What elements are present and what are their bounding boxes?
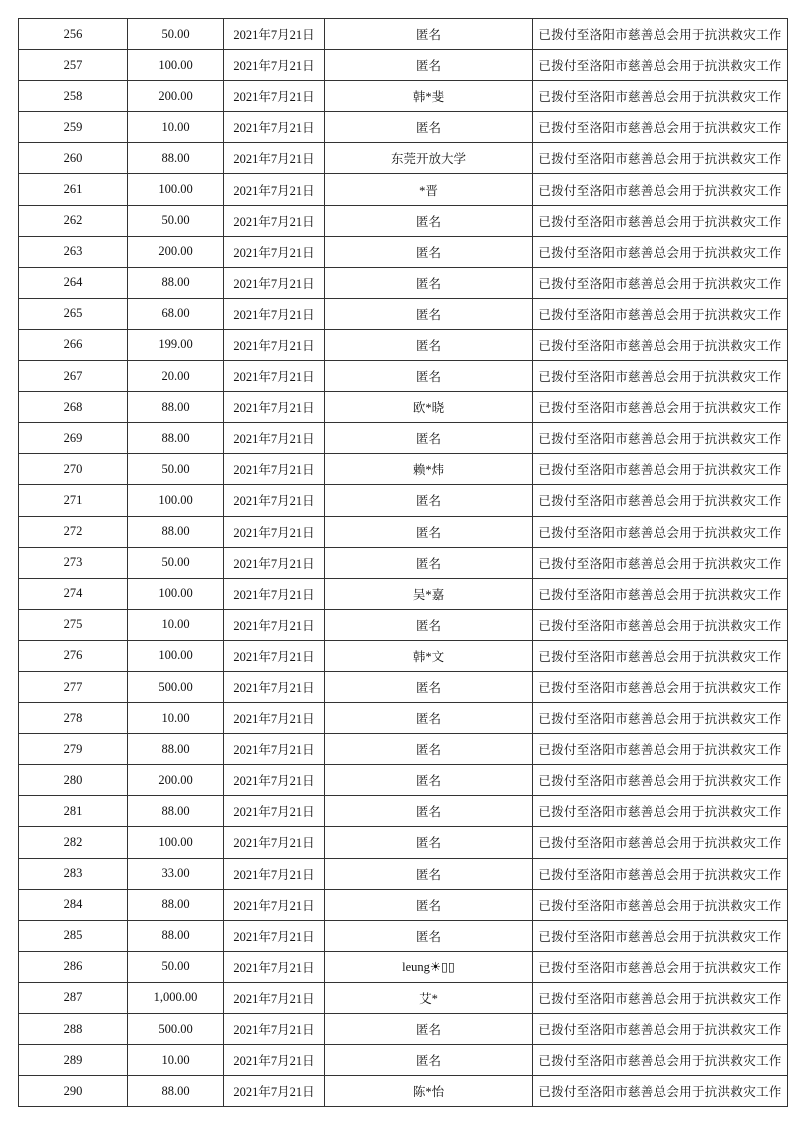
- donation-amount: 88.00: [128, 734, 224, 765]
- donation-date: 2021年7月21日: [224, 516, 325, 547]
- row-number: 288: [19, 1014, 128, 1045]
- donation-amount: 33.00: [128, 858, 224, 889]
- table-row: [19, 50, 788, 81]
- row-number: 259: [19, 112, 128, 143]
- donation-amount: 100.00: [128, 578, 224, 609]
- donor-name: 匿名: [325, 889, 533, 920]
- table-row: [19, 143, 788, 174]
- table-row: [19, 236, 788, 267]
- donation-amount: 50.00: [128, 951, 224, 982]
- row-number: 276: [19, 640, 128, 671]
- donation-date: 2021年7月21日: [224, 112, 325, 143]
- donation-amount: 199.00: [128, 329, 224, 360]
- donation-date: 2021年7月21日: [224, 547, 325, 578]
- row-number: 267: [19, 361, 128, 392]
- table-row: [19, 889, 788, 920]
- donation-date: 2021年7月21日: [224, 765, 325, 796]
- donation-amount: 50.00: [128, 19, 224, 50]
- donation-date: 2021年7月21日: [224, 951, 325, 982]
- donation-amount: 10.00: [128, 609, 224, 640]
- donation-amount: 20.00: [128, 361, 224, 392]
- donation-amount: 100.00: [128, 827, 224, 858]
- donation-amount: 200.00: [128, 765, 224, 796]
- row-number: 270: [19, 454, 128, 485]
- fund-usage: 已拨付至洛阳市慈善总会用于抗洪救灾工作: [533, 796, 788, 827]
- fund-usage: 已拨付至洛阳市慈善总会用于抗洪救灾工作: [533, 236, 788, 267]
- donation-amount: 1,000.00: [128, 982, 224, 1013]
- donation-table: [18, 18, 788, 1107]
- donation-date: 2021年7月21日: [224, 858, 325, 889]
- donation-date: 2021年7月21日: [224, 1014, 325, 1045]
- donor-name: 匿名: [325, 827, 533, 858]
- donor-name: 匿名: [325, 765, 533, 796]
- donation-date: 2021年7月21日: [224, 578, 325, 609]
- donation-amount: 100.00: [128, 640, 224, 671]
- fund-usage: 已拨付至洛阳市慈善总会用于抗洪救灾工作: [533, 578, 788, 609]
- fund-usage: 已拨付至洛阳市慈善总会用于抗洪救灾工作: [533, 298, 788, 329]
- table-row: [19, 298, 788, 329]
- donation-date: 2021年7月21日: [224, 1076, 325, 1107]
- row-number: 265: [19, 298, 128, 329]
- table-row: [19, 1014, 788, 1045]
- row-number: 260: [19, 143, 128, 174]
- donor-name: 匿名: [325, 858, 533, 889]
- table-row: [19, 547, 788, 578]
- donor-name: 欧*晓: [325, 392, 533, 423]
- donor-name: 匿名: [325, 547, 533, 578]
- fund-usage: 已拨付至洛阳市慈善总会用于抗洪救灾工作: [533, 1076, 788, 1107]
- donation-amount: 200.00: [128, 236, 224, 267]
- fund-usage: 已拨付至洛阳市慈善总会用于抗洪救灾工作: [533, 1045, 788, 1076]
- donor-name: 匿名: [325, 423, 533, 454]
- donor-name: 东莞开放大学: [325, 143, 533, 174]
- donation-date: 2021年7月21日: [224, 267, 325, 298]
- donor-name: 韩*文: [325, 640, 533, 671]
- table-row: [19, 454, 788, 485]
- donation-amount: 88.00: [128, 889, 224, 920]
- donation-amount: 88.00: [128, 516, 224, 547]
- row-number: 280: [19, 765, 128, 796]
- fund-usage: 已拨付至洛阳市慈善总会用于抗洪救灾工作: [533, 112, 788, 143]
- row-number: 263: [19, 236, 128, 267]
- fund-usage: 已拨付至洛阳市慈善总会用于抗洪救灾工作: [533, 889, 788, 920]
- fund-usage: 已拨付至洛阳市慈善总会用于抗洪救灾工作: [533, 827, 788, 858]
- donor-name: 匿名: [325, 361, 533, 392]
- donation-date: 2021年7月21日: [224, 485, 325, 516]
- table-row: [19, 920, 788, 951]
- fund-usage: 已拨付至洛阳市慈善总会用于抗洪救灾工作: [533, 920, 788, 951]
- donation-amount: 200.00: [128, 81, 224, 112]
- fund-usage: 已拨付至洛阳市慈善总会用于抗洪救灾工作: [533, 671, 788, 702]
- table-row: [19, 19, 788, 50]
- table-row: [19, 81, 788, 112]
- donor-name: 匿名: [325, 703, 533, 734]
- table-row: [19, 734, 788, 765]
- fund-usage: 已拨付至洛阳市慈善总会用于抗洪救灾工作: [533, 50, 788, 81]
- donation-date: 2021年7月21日: [224, 889, 325, 920]
- donation-amount: 10.00: [128, 703, 224, 734]
- donor-name: 匿名: [325, 1045, 533, 1076]
- table-row: [19, 361, 788, 392]
- table-row: [19, 765, 788, 796]
- table-row: [19, 703, 788, 734]
- donation-date: 2021年7月21日: [224, 609, 325, 640]
- donor-name: 赖*炜: [325, 454, 533, 485]
- table-row: [19, 1076, 788, 1107]
- donation-date: 2021年7月21日: [224, 361, 325, 392]
- donor-name: 匿名: [325, 267, 533, 298]
- row-number: 284: [19, 889, 128, 920]
- donation-amount: 50.00: [128, 205, 224, 236]
- fund-usage: 已拨付至洛阳市慈善总会用于抗洪救灾工作: [533, 951, 788, 982]
- row-number: 275: [19, 609, 128, 640]
- fund-usage: 已拨付至洛阳市慈善总会用于抗洪救灾工作: [533, 19, 788, 50]
- donor-name: 吴*嘉: [325, 578, 533, 609]
- fund-usage: 已拨付至洛阳市慈善总会用于抗洪救灾工作: [533, 81, 788, 112]
- donation-amount: 88.00: [128, 1076, 224, 1107]
- donation-date: 2021年7月21日: [224, 827, 325, 858]
- donation-date: 2021年7月21日: [224, 236, 325, 267]
- donation-amount: 100.00: [128, 174, 224, 205]
- donation-amount: 10.00: [128, 112, 224, 143]
- fund-usage: 已拨付至洛阳市慈善总会用于抗洪救灾工作: [533, 982, 788, 1013]
- row-number: 290: [19, 1076, 128, 1107]
- fund-usage: 已拨付至洛阳市慈善总会用于抗洪救灾工作: [533, 640, 788, 671]
- fund-usage: 已拨付至洛阳市慈善总会用于抗洪救灾工作: [533, 858, 788, 889]
- row-number: 268: [19, 392, 128, 423]
- donor-name: 匿名: [325, 485, 533, 516]
- donor-name: 匿名: [325, 609, 533, 640]
- donor-name: 匿名: [325, 329, 533, 360]
- row-number: 271: [19, 485, 128, 516]
- donation-amount: 100.00: [128, 50, 224, 81]
- donation-amount: 88.00: [128, 796, 224, 827]
- donation-amount: 500.00: [128, 1014, 224, 1045]
- table-row: [19, 516, 788, 547]
- table-row: [19, 205, 788, 236]
- donor-name: 匿名: [325, 298, 533, 329]
- donor-name: 匿名: [325, 236, 533, 267]
- donation-amount: 10.00: [128, 1045, 224, 1076]
- donation-date: 2021年7月21日: [224, 329, 325, 360]
- donation-date: 2021年7月21日: [224, 1045, 325, 1076]
- fund-usage: 已拨付至洛阳市慈善总会用于抗洪救灾工作: [533, 174, 788, 205]
- donation-amount: 88.00: [128, 143, 224, 174]
- fund-usage: 已拨付至洛阳市慈善总会用于抗洪救灾工作: [533, 547, 788, 578]
- donation-date: 2021年7月21日: [224, 174, 325, 205]
- row-number: 269: [19, 423, 128, 454]
- row-number: 289: [19, 1045, 128, 1076]
- donation-date: 2021年7月21日: [224, 640, 325, 671]
- donation-amount: 88.00: [128, 920, 224, 951]
- donor-name: 匿名: [325, 112, 533, 143]
- fund-usage: 已拨付至洛阳市慈善总会用于抗洪救灾工作: [533, 143, 788, 174]
- table-row: [19, 827, 788, 858]
- table-row: [19, 951, 788, 982]
- row-number: 282: [19, 827, 128, 858]
- row-number: 262: [19, 205, 128, 236]
- donation-date: 2021年7月21日: [224, 50, 325, 81]
- donor-name: 艾*: [325, 982, 533, 1013]
- donation-date: 2021年7月21日: [224, 19, 325, 50]
- fund-usage: 已拨付至洛阳市慈善总会用于抗洪救灾工作: [533, 609, 788, 640]
- donor-name: 匿名: [325, 19, 533, 50]
- donor-name: *晋: [325, 174, 533, 205]
- donation-date: 2021年7月21日: [224, 81, 325, 112]
- fund-usage: 已拨付至洛阳市慈善总会用于抗洪救灾工作: [533, 765, 788, 796]
- row-number: 283: [19, 858, 128, 889]
- row-number: 281: [19, 796, 128, 827]
- table-row: [19, 640, 788, 671]
- row-number: 277: [19, 671, 128, 702]
- donor-name: leung☀▯▯: [325, 951, 533, 982]
- donation-amount: 88.00: [128, 267, 224, 298]
- donor-name: 匿名: [325, 205, 533, 236]
- donation-amount: 100.00: [128, 485, 224, 516]
- fund-usage: 已拨付至洛阳市慈善总会用于抗洪救灾工作: [533, 516, 788, 547]
- donation-date: 2021年7月21日: [224, 143, 325, 174]
- donation-amount: 68.00: [128, 298, 224, 329]
- donation-table-body: [19, 19, 788, 1107]
- table-row: [19, 609, 788, 640]
- row-number: 264: [19, 267, 128, 298]
- donation-date: 2021年7月21日: [224, 920, 325, 951]
- table-row: [19, 1045, 788, 1076]
- table-row: [19, 112, 788, 143]
- table-row: [19, 671, 788, 702]
- fund-usage: 已拨付至洛阳市慈善总会用于抗洪救灾工作: [533, 329, 788, 360]
- donation-amount: 88.00: [128, 423, 224, 454]
- fund-usage: 已拨付至洛阳市慈善总会用于抗洪救灾工作: [533, 703, 788, 734]
- table-row: [19, 982, 788, 1013]
- table-row: [19, 423, 788, 454]
- row-number: 258: [19, 81, 128, 112]
- donation-date: 2021年7月21日: [224, 703, 325, 734]
- fund-usage: 已拨付至洛阳市慈善总会用于抗洪救灾工作: [533, 361, 788, 392]
- donor-name: 匿名: [325, 50, 533, 81]
- row-number: 287: [19, 982, 128, 1013]
- table-row: [19, 578, 788, 609]
- table-row: [19, 267, 788, 298]
- table-row: [19, 485, 788, 516]
- donation-date: 2021年7月21日: [224, 205, 325, 236]
- donation-amount: 50.00: [128, 547, 224, 578]
- fund-usage: 已拨付至洛阳市慈善总会用于抗洪救灾工作: [533, 423, 788, 454]
- donation-amount: 88.00: [128, 392, 224, 423]
- donor-name: 韩*斐: [325, 81, 533, 112]
- fund-usage: 已拨付至洛阳市慈善总会用于抗洪救灾工作: [533, 1014, 788, 1045]
- table-row: [19, 858, 788, 889]
- donor-name: 匿名: [325, 796, 533, 827]
- donation-date: 2021年7月21日: [224, 734, 325, 765]
- donation-date: 2021年7月21日: [224, 796, 325, 827]
- table-row: [19, 329, 788, 360]
- donation-date: 2021年7月21日: [224, 671, 325, 702]
- fund-usage: 已拨付至洛阳市慈善总会用于抗洪救灾工作: [533, 205, 788, 236]
- row-number: 273: [19, 547, 128, 578]
- row-number: 272: [19, 516, 128, 547]
- row-number: 278: [19, 703, 128, 734]
- donor-name: 匿名: [325, 1014, 533, 1045]
- donation-amount: 50.00: [128, 454, 224, 485]
- row-number: 279: [19, 734, 128, 765]
- row-number: 257: [19, 50, 128, 81]
- donation-date: 2021年7月21日: [224, 454, 325, 485]
- donation-date: 2021年7月21日: [224, 423, 325, 454]
- donor-name: 匿名: [325, 920, 533, 951]
- donor-name: 陈*怡: [325, 1076, 533, 1107]
- fund-usage: 已拨付至洛阳市慈善总会用于抗洪救灾工作: [533, 485, 788, 516]
- table-row: [19, 174, 788, 205]
- fund-usage: 已拨付至洛阳市慈善总会用于抗洪救灾工作: [533, 454, 788, 485]
- row-number: 274: [19, 578, 128, 609]
- donation-date: 2021年7月21日: [224, 982, 325, 1013]
- row-number: 286: [19, 951, 128, 982]
- donation-date: 2021年7月21日: [224, 298, 325, 329]
- fund-usage: 已拨付至洛阳市慈善总会用于抗洪救灾工作: [533, 392, 788, 423]
- row-number: 266: [19, 329, 128, 360]
- row-number: 261: [19, 174, 128, 205]
- table-row: [19, 392, 788, 423]
- donor-name: 匿名: [325, 516, 533, 547]
- donation-amount: 500.00: [128, 671, 224, 702]
- fund-usage: 已拨付至洛阳市慈善总会用于抗洪救灾工作: [533, 734, 788, 765]
- row-number: 285: [19, 920, 128, 951]
- table-row: [19, 796, 788, 827]
- donor-name: 匿名: [325, 671, 533, 702]
- donor-name: 匿名: [325, 734, 533, 765]
- donation-date: 2021年7月21日: [224, 392, 325, 423]
- fund-usage: 已拨付至洛阳市慈善总会用于抗洪救灾工作: [533, 267, 788, 298]
- row-number: 256: [19, 19, 128, 50]
